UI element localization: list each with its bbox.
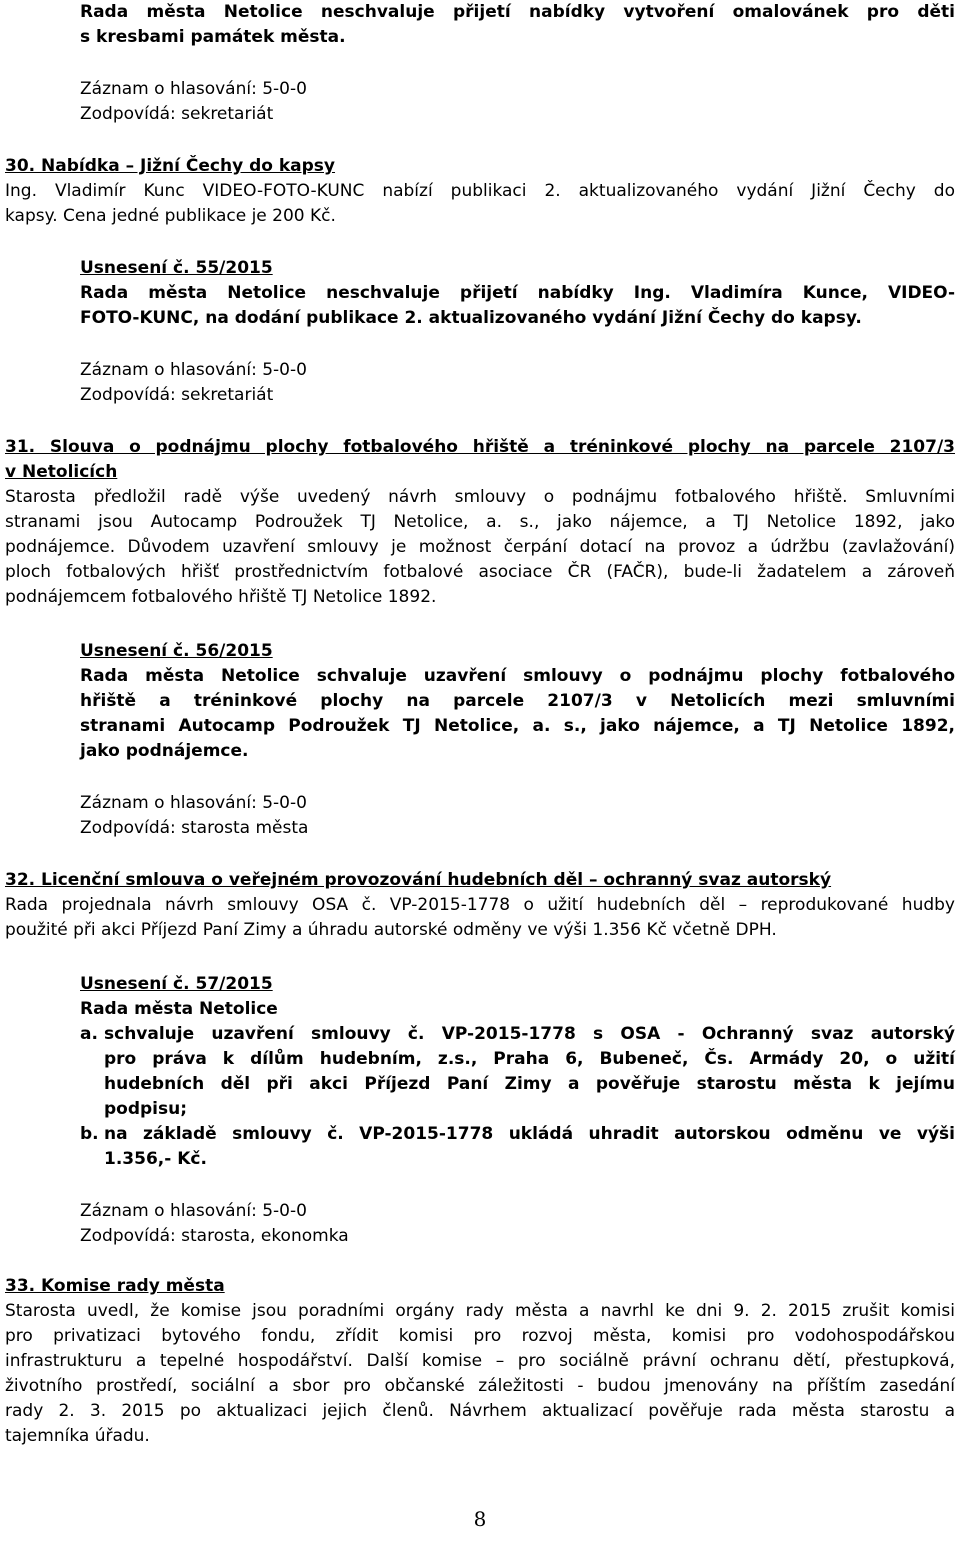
vote-record: Záznam o hlasování: 5-0-0 bbox=[80, 793, 307, 813]
agenda-item-32 bbox=[5, 868, 955, 1249]
agenda-item-31 bbox=[5, 435, 955, 841]
vote-record: Záznam o hlasování: 5-0-0 bbox=[80, 1201, 307, 1221]
responsible-party: Zodpovídá: starosta, ekonomka bbox=[80, 1226, 349, 1246]
agenda-item-30 bbox=[5, 154, 955, 408]
item-text: podnájemce. Důvodem uzavření smlouvy je možnost čerpání dotací na provoz a údržbu (zavlažování) bbox=[5, 537, 955, 557]
point-text: pro práva k dílům hudebním, z.s., Praha 6, Bubeneč, Čs. Armády 20, o užití bbox=[104, 1049, 955, 1069]
item-text: stranami jsou Autocamp Podroužek TJ Netolice, a. s., jako nájemce, a TJ Netolice 1892, jako bbox=[5, 512, 955, 532]
item-text: infrastrukturu a tepelné hospodářství. Další komise – pro sociálně právní ochranu dětí, přestupková, bbox=[5, 1351, 955, 1371]
point-marker: b. bbox=[80, 1124, 99, 1144]
item-text: použité při akci Příjezd Paní Zimy a úhradu autorské odměny ve výši 1.356 Kč včetně DPH. bbox=[5, 920, 777, 940]
item-text: Ing. Vladimír Kunc VIDEO-FOTO-KUNC nabízí publikaci 2. aktualizovaného vydání Jižní Čechy do bbox=[5, 181, 955, 201]
resolution-text: hřiště a tréninkové plochy na parcele 2107/3 v Netolicích mezi smluvními bbox=[80, 691, 955, 711]
item-heading: 30. Nabídka – Jižní Čechy do kapsy bbox=[5, 156, 336, 176]
agenda-item-33 bbox=[5, 1274, 955, 1449]
resolution-label: Usnesení č. 56/2015 bbox=[80, 641, 273, 661]
decision-text: s kresbami památek města. bbox=[80, 27, 346, 47]
item-heading: 31. Slouva o podnájmu plochy fotbalového hřiště a tréninkové plochy na parcele 2107/3 bbox=[5, 437, 955, 457]
item-text: pro privatizaci bytového fondu, zřídit komisi pro rozvoj města, komisi pro vodohospodářskou bbox=[5, 1326, 955, 1346]
item-text: kapsy. Cena jedné publikace je 200 Kč. bbox=[5, 206, 336, 226]
responsible-party: Zodpovídá: sekretariát bbox=[80, 104, 274, 124]
resolution-subject: Rada města Netolice bbox=[80, 999, 278, 1019]
item-text: ploch fotbalových hřišť prostřednictvím fotbalové asociace ČR (FAČR), bude-li žadatelem a zároveň bbox=[5, 562, 955, 582]
point-text: na základě smlouvy č. VP-2015-1778 ukládá uhradit autorskou odměnu ve výši bbox=[104, 1124, 955, 1144]
responsible-party: Zodpovídá: sekretariát bbox=[80, 385, 274, 405]
resolution-label: Usnesení č. 57/2015 bbox=[80, 974, 273, 994]
item-heading: 32. Licenční smlouva o veřejném provozování hudebních děl – ochranný svaz autorský bbox=[5, 870, 832, 890]
item-text: tajemníka úřadu. bbox=[5, 1426, 150, 1446]
resolution-text: Rada města Netolice neschvaluje přijetí nabídky Ing. Vladimíra Kunce, VIDEO- bbox=[80, 283, 955, 303]
intro-section bbox=[5, 0, 955, 127]
resolution-text: jako podnájemce. bbox=[80, 741, 249, 761]
point-marker: a. bbox=[80, 1024, 98, 1044]
resolution-text: Rada města Netolice schvaluje uzavření smlouvy o podnájmu plochy fotbalového bbox=[80, 666, 955, 686]
resolution-point bbox=[5, 1122, 955, 1172]
point-text: schvaluje uzavření smlouvy č. VP-2015-1778 s OSA - Ochranný svaz autorský bbox=[104, 1024, 955, 1044]
vote-record: Záznam o hlasování: 5-0-0 bbox=[80, 360, 307, 380]
resolution-point bbox=[5, 1022, 955, 1122]
item-text: Rada projednala návrh smlouvy OSA č. VP-2015-1778 o užití hudebních děl – reprodukované hudby bbox=[5, 895, 955, 915]
item-heading: v Netolicích bbox=[5, 462, 118, 482]
item-text: životního prostředí, sociální a sbor pro občanské záležitosti - budou jmenovány na příštím zasedání bbox=[5, 1376, 955, 1396]
item-text: podnájemcem fotbalového hřiště TJ Netolice 1892. bbox=[5, 587, 437, 607]
resolution-label: Usnesení č. 55/2015 bbox=[80, 258, 273, 278]
document-page bbox=[5, 0, 955, 1449]
resolution-text: stranami Autocamp Podroužek TJ Netolice, a. s., jako nájemce, a TJ Netolice 1892, bbox=[80, 716, 955, 736]
item-text: Starosta předložil radě výše uvedený návrh smlouvy o podnájmu fotbalového hřiště. Smluvními bbox=[5, 487, 955, 507]
point-text: podpisu; bbox=[104, 1099, 188, 1119]
responsible-party: Zodpovídá: starosta města bbox=[80, 818, 309, 838]
point-text: 1.356,- Kč. bbox=[104, 1149, 207, 1169]
page-number: 8 bbox=[473, 1507, 487, 1531]
decision-text: Rada města Netolice neschvaluje přijetí nabídky vytvoření omalovánek pro děti bbox=[80, 2, 955, 22]
resolution-text: FOTO-KUNC, na dodání publikace 2. aktualizovaného vydání Jižní Čechy do kapsy. bbox=[80, 308, 862, 328]
item-text: rady 2. 3. 2015 po aktualizaci jejich členů. Návrhem aktualizací pověřuje rada města starostu a bbox=[5, 1401, 955, 1421]
vote-record: Záznam o hlasování: 5-0-0 bbox=[80, 79, 307, 99]
point-text: hudebních děl při akci Příjezd Paní Zimy a pověřuje starostu města k jejímu bbox=[104, 1074, 955, 1094]
item-text: Starosta uvedl, že komise jsou poradními orgány rady města a navrhl ke dni 9. 2. 2015 zrušit komisi bbox=[5, 1301, 955, 1321]
item-heading: 33. Komise rady města bbox=[5, 1276, 225, 1296]
